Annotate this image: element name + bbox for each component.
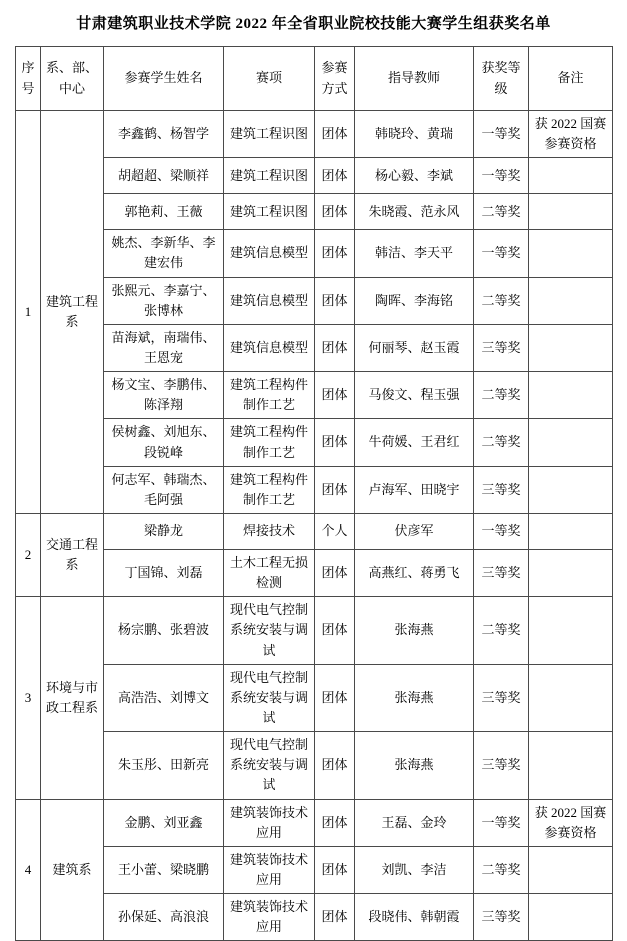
teachers-cell: 段晓伟、韩朝霞 — [355, 894, 474, 941]
note-cell — [529, 324, 613, 371]
award-cell: 三等奖 — [474, 664, 529, 731]
column-header-mode: 参赛方式 — [315, 47, 355, 111]
note-cell — [529, 419, 613, 466]
table-row — [16, 324, 613, 371]
teachers-cell: 马俊文、程玉强 — [355, 372, 474, 419]
note-cell: 获 2022 国赛参赛资格 — [529, 799, 613, 846]
awards-table — [15, 46, 613, 941]
event-cell: 建筑工程识图 — [224, 111, 315, 158]
award-cell: 三等奖 — [474, 732, 529, 799]
event-cell: 现代电气控制系统安装与调试 — [224, 732, 315, 799]
award-cell: 三等奖 — [474, 549, 529, 596]
section-number: 2 — [16, 513, 41, 596]
mode-cell: 团体 — [315, 664, 355, 731]
note-cell — [529, 664, 613, 731]
mode-cell: 团体 — [315, 372, 355, 419]
table-row — [16, 513, 613, 549]
students-cell: 孙保延、高浪浪 — [104, 894, 224, 941]
students-cell: 杨宗鹏、张碧波 — [104, 597, 224, 664]
note-cell — [529, 597, 613, 664]
note-cell — [529, 466, 613, 513]
note-cell — [529, 277, 613, 324]
teachers-cell: 高燕红、蒋勇飞 — [355, 549, 474, 596]
students-cell: 朱玉彤、田新亮 — [104, 732, 224, 799]
teachers-cell: 张海燕 — [355, 664, 474, 731]
note-cell: 获 2022 国赛参赛资格 — [529, 111, 613, 158]
note-cell — [529, 846, 613, 893]
table-row — [16, 466, 613, 513]
students-cell: 金鹏、刘亚鑫 — [104, 799, 224, 846]
students-cell: 郭艳莉、王薇 — [104, 194, 224, 230]
note-cell — [529, 158, 613, 194]
table-row — [16, 372, 613, 419]
mode-cell: 团体 — [315, 419, 355, 466]
award-cell: 二等奖 — [474, 277, 529, 324]
table-row — [16, 549, 613, 596]
event-cell: 焊接技术 — [224, 513, 315, 549]
teachers-cell: 陶晖、李海铭 — [355, 277, 474, 324]
note-cell — [529, 894, 613, 941]
note-cell — [529, 513, 613, 549]
mode-cell: 团体 — [315, 158, 355, 194]
section-number: 4 — [16, 799, 41, 941]
mode-cell: 团体 — [315, 466, 355, 513]
mode-cell: 团体 — [315, 846, 355, 893]
award-cell: 二等奖 — [474, 597, 529, 664]
note-cell — [529, 732, 613, 799]
students-cell: 丁国锦、刘磊 — [104, 549, 224, 596]
teachers-cell: 牛荷媛、王君红 — [355, 419, 474, 466]
table-row — [16, 111, 613, 158]
students-cell: 王小蕾、梁晓鹏 — [104, 846, 224, 893]
students-cell: 梁静龙 — [104, 513, 224, 549]
table-row — [16, 732, 613, 799]
event-cell: 建筑装饰技术应用 — [224, 799, 315, 846]
column-header-department: 系、部、中心 — [41, 47, 104, 111]
students-cell: 何志军、韩瑞杰、毛阿强 — [104, 466, 224, 513]
column-header-note: 备注 — [529, 47, 613, 111]
award-cell: 一等奖 — [474, 513, 529, 549]
mode-cell: 个人 — [315, 513, 355, 549]
note-cell — [529, 549, 613, 596]
award-cell: 三等奖 — [474, 466, 529, 513]
note-cell — [529, 194, 613, 230]
teachers-cell: 卢海军、田晓宇 — [355, 466, 474, 513]
section-number: 1 — [16, 111, 41, 514]
table-row — [16, 846, 613, 893]
column-header-students: 参赛学生姓名 — [104, 47, 224, 111]
mode-cell: 团体 — [315, 894, 355, 941]
teachers-cell: 朱晓霞、范永风 — [355, 194, 474, 230]
department-cell: 交通工程系 — [41, 513, 104, 596]
award-cell: 一等奖 — [474, 230, 529, 277]
mode-cell: 团体 — [315, 230, 355, 277]
students-cell: 侯树鑫、刘旭东、段锐峰 — [104, 419, 224, 466]
table-row — [16, 230, 613, 277]
event-cell: 建筑工程构件制作工艺 — [224, 466, 315, 513]
event-cell: 建筑工程构件制作工艺 — [224, 372, 315, 419]
mode-cell: 团体 — [315, 597, 355, 664]
teachers-cell: 杨心毅、李斌 — [355, 158, 474, 194]
event-cell: 建筑信息模型 — [224, 230, 315, 277]
page-title: 甘肃建筑职业技术学院 2022 年全省职业院校技能大赛学生组获奖名单 — [76, 16, 551, 32]
table-row — [16, 799, 613, 846]
note-cell — [529, 372, 613, 419]
mode-cell: 团体 — [315, 732, 355, 799]
table-row — [16, 277, 613, 324]
event-cell: 建筑工程识图 — [224, 158, 315, 194]
award-cell: 一等奖 — [474, 799, 529, 846]
students-cell: 杨文宝、李鹏伟、陈泽翔 — [104, 372, 224, 419]
students-cell: 高浩浩、刘博文 — [104, 664, 224, 731]
event-cell: 建筑装饰技术应用 — [224, 894, 315, 941]
award-cell: 二等奖 — [474, 846, 529, 893]
section-number: 3 — [16, 597, 41, 799]
award-cell: 一等奖 — [474, 111, 529, 158]
mode-cell: 团体 — [315, 111, 355, 158]
table-row — [16, 894, 613, 941]
mode-cell: 团体 — [315, 194, 355, 230]
mode-cell: 团体 — [315, 277, 355, 324]
department-cell: 建筑工程系 — [41, 111, 104, 514]
teachers-cell: 王磊、金玲 — [355, 799, 474, 846]
mode-cell: 团体 — [315, 549, 355, 596]
table-header — [16, 47, 613, 111]
teachers-cell: 伏彦军 — [355, 513, 474, 549]
teachers-cell: 张海燕 — [355, 597, 474, 664]
teachers-cell: 刘凯、李洁 — [355, 846, 474, 893]
award-cell: 一等奖 — [474, 158, 529, 194]
event-cell: 建筑装饰技术应用 — [224, 846, 315, 893]
table-row — [16, 664, 613, 731]
header-row — [16, 47, 613, 111]
table-body — [16, 111, 613, 941]
note-cell — [529, 230, 613, 277]
table-row — [16, 597, 613, 664]
teachers-cell: 韩洁、李天平 — [355, 230, 474, 277]
event-cell: 建筑工程构件制作工艺 — [224, 419, 315, 466]
table-row — [16, 194, 613, 230]
event-cell: 土木工程无损检测 — [224, 549, 315, 596]
event-cell: 建筑信息模型 — [224, 277, 315, 324]
event-cell: 现代电气控制系统安装与调试 — [224, 597, 315, 664]
students-cell: 胡超超、梁顺祥 — [104, 158, 224, 194]
column-header-award: 获奖等级 — [474, 47, 529, 111]
column-header-teachers: 指导教师 — [355, 47, 474, 111]
award-cell: 二等奖 — [474, 194, 529, 230]
department-cell: 建筑系 — [41, 799, 104, 941]
award-cell: 三等奖 — [474, 324, 529, 371]
table-row — [16, 419, 613, 466]
event-cell: 现代电气控制系统安装与调试 — [224, 664, 315, 731]
teachers-cell: 韩晓玲、黄瑞 — [355, 111, 474, 158]
mode-cell: 团体 — [315, 324, 355, 371]
students-cell: 张熙元、李嘉宁、张博林 — [104, 277, 224, 324]
teachers-cell: 张海燕 — [355, 732, 474, 799]
column-header-event: 赛项 — [224, 47, 315, 111]
award-cell: 二等奖 — [474, 372, 529, 419]
table-row — [16, 158, 613, 194]
students-cell: 李鑫鹤、杨智学 — [104, 111, 224, 158]
students-cell: 姚杰、李新华、李建宏伟 — [104, 230, 224, 277]
event-cell: 建筑工程识图 — [224, 194, 315, 230]
mode-cell: 团体 — [315, 799, 355, 846]
students-cell: 苗海斌，南瑞伟、王恩宠 — [104, 324, 224, 371]
teachers-cell: 何丽琴、赵玉霞 — [355, 324, 474, 371]
department-cell: 环境与市政工程系 — [41, 597, 104, 799]
event-cell: 建筑信息模型 — [224, 324, 315, 371]
award-cell: 二等奖 — [474, 419, 529, 466]
award-cell: 三等奖 — [474, 894, 529, 941]
column-header-no: 序号 — [16, 47, 41, 111]
